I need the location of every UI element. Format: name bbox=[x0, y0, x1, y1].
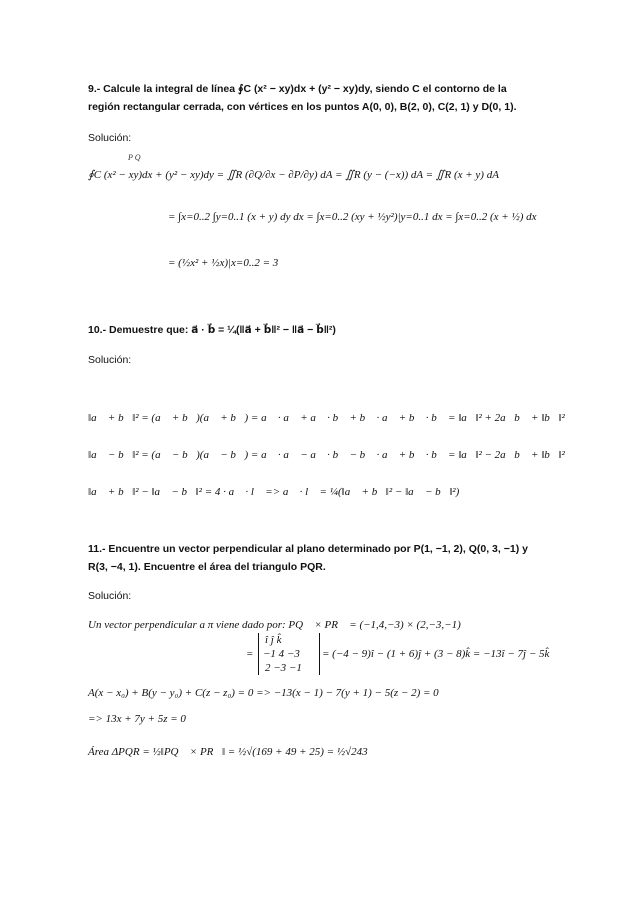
problem-9-statement-line1: 9.- Calcule la integral de línea ∮C (x² − xy)dx + (y² − xy)dy, siendo C el contorno de la bbox=[88, 83, 507, 95]
problem-11-equation-1: Un vector perpendicular a π viene dado por: PQ⃗ × PR⃗ = (−1,4,−3) × (2,−3,−1) bbox=[88, 619, 461, 631]
problem-11-equation-5: Área ΔPQR = ½‖PQ⃗ × PR⃗‖ = ½√(169 + 49 + 25) = ½√243 bbox=[88, 746, 368, 758]
problem-10-solution-label: Solución: bbox=[88, 354, 132, 366]
problem-9-equation-1: ∮C (x² − xy)dx + (y² − xy)dy = ∬R (∂Q/∂x − ∂P/∂y) dA = ∬R (y − (−x)) dA = ∬R (x + y) dA bbox=[88, 169, 499, 181]
problem-11-statement-line1: 11.- Encuentre un vector perpendicular al plano determinado por P(1, −1, 2), Q(0, 3, −1) y bbox=[88, 543, 528, 555]
determinant-row-1: î ĵ k̂ bbox=[265, 634, 282, 646]
determinant-row-2: −1 4 −3 bbox=[263, 648, 300, 660]
problem-9-statement-line2: región rectangular cerrada, con vértices en los puntos A(0, 0), B(2, 0), C(2, 1) y D(0, 1). bbox=[88, 101, 517, 113]
problem-9-equation-2: = ∫x=0..2 ∫y=0..1 (x + y) dy dx = ∫x=0..2 (xy + ½y²)|y=0..1 dx = ∫x=0..2 (x + ½) dx bbox=[168, 211, 537, 223]
determinant-row-3: 2 −3 −1 bbox=[265, 662, 302, 674]
problem-11-equation-4: => 13x + 7y + 5z = 0 bbox=[88, 713, 186, 725]
problem-11-equation-2: = (−4 − 9)î − (1 + 6)ĵ + (3 − 8)k̂ = −13î − 7ĵ − 5k̂ bbox=[322, 648, 550, 660]
problem-10-equation-2: ‖a⃗ − b⃗‖² = (a⃗ − b⃗)(a⃗ − b⃗) = a⃗ · a⃗ − a⃗ · b⃗ − b⃗ · a⃗ + b⃗ · b⃗ = ‖a⃗‖² − 2a⃗b⃗ + ‖b⃗‖² bbox=[88, 449, 565, 461]
problem-11-determinant bbox=[258, 633, 320, 675]
problem-10-equation-1: ‖a⃗ + b⃗‖² = (a⃗ + b⃗)(a⃗ + b⃗) = a⃗ · a⃗ + a⃗ · b⃗ + b⃗ · a⃗ + b⃗ · b⃗ = ‖a⃗‖² + 2a⃗b⃗ + ‖b⃗‖² bbox=[88, 412, 565, 424]
problem-9-eq1-brace-labels: P Q bbox=[128, 153, 141, 162]
problem-9-solution-label: Solución: bbox=[88, 132, 132, 144]
problem-11-statement-line2: R(3, −4, 1). Encuentre el área del triangulo PQR. bbox=[88, 561, 326, 573]
problem-11-equation-3: A(x − x₀) + B(y − y₀) + C(z − z₀) = 0 => −13(x − 1) − 7(y + 1) − 5(z − 2) = 0 bbox=[88, 687, 439, 699]
problem-10-statement: 10.- Demuestre que: a⃗ · b⃗ = ¼(‖a⃗ + b⃗‖² − ‖a⃗ − b⃗‖²) bbox=[88, 324, 336, 336]
problem-10-equation-3: ‖a⃗ + b⃗‖² − ‖a⃗ − b⃗‖² = 4 · a⃗ · l⃗ => a⃗ · l⃗ = ¼(‖a⃗ + b⃗‖² − ‖a⃗ − b⃗‖²) bbox=[88, 486, 460, 498]
equals-sign: = bbox=[246, 648, 254, 660]
problem-9-equation-3: = (½x² + ½x)|x=0..2 = 3 bbox=[168, 257, 279, 269]
problem-11-solution-label: Solución: bbox=[88, 590, 132, 602]
